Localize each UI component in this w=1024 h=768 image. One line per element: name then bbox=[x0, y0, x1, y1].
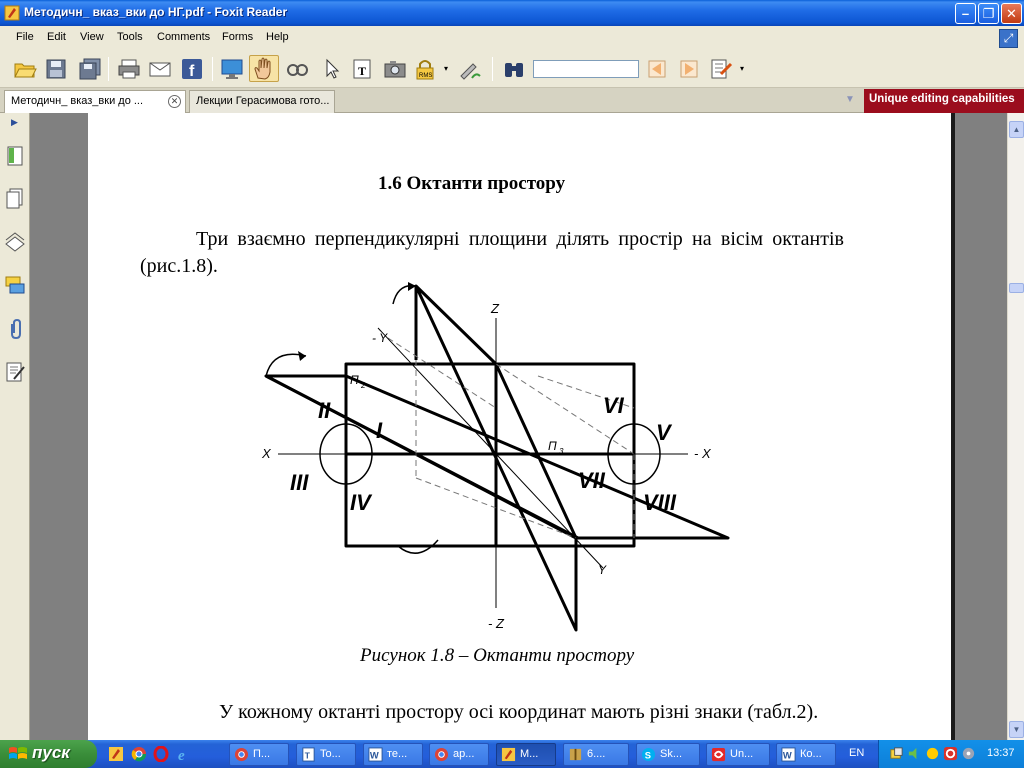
svg-text:S: S bbox=[644, 750, 651, 761]
menu-file[interactable]: File bbox=[16, 31, 34, 43]
title-bar bbox=[0, 0, 1024, 26]
comments-icon[interactable] bbox=[4, 275, 26, 297]
expand-icon[interactable]: ⤢ bbox=[999, 29, 1018, 48]
plane-p3-label: П bbox=[548, 439, 557, 453]
bookmarks-icon[interactable] bbox=[4, 145, 26, 167]
expand-panel-icon[interactable]: ▶ bbox=[11, 117, 18, 127]
tab-lectures[interactable] bbox=[189, 90, 335, 113]
vertical-scrollbar[interactable] bbox=[1007, 113, 1024, 740]
taskbar bbox=[0, 740, 1024, 768]
minus-z-label: - Z bbox=[488, 616, 504, 631]
minimize-button[interactable]: – bbox=[955, 3, 976, 24]
start-label: пуск bbox=[32, 743, 70, 762]
taskbar-item[interactable] bbox=[429, 743, 489, 766]
taskbar-item-label: те... bbox=[387, 748, 408, 760]
attachments-icon[interactable] bbox=[4, 318, 26, 340]
language-indicator[interactable]: EN bbox=[849, 747, 865, 759]
find-next-icon[interactable] bbox=[677, 58, 701, 80]
tab-label: Лекции Герасимова гото... bbox=[196, 95, 330, 107]
clock[interactable]: 13:37 bbox=[987, 747, 1015, 759]
scroll-down-button[interactable]: ▼ bbox=[1009, 721, 1024, 738]
svg-text:e: e bbox=[178, 748, 185, 762]
update-tray-icon[interactable] bbox=[961, 746, 976, 761]
menu-view[interactable]: View bbox=[80, 31, 104, 43]
foxit-red-icon bbox=[711, 747, 726, 762]
taskbar-item[interactable] bbox=[776, 743, 836, 766]
taskbar-item-label: П... bbox=[253, 748, 271, 760]
paragraph-text-2: У кожному октанті простору осі координат мають різні знаки (табл.2). bbox=[219, 701, 819, 723]
taskbar-item-label: 6.... bbox=[587, 748, 606, 760]
taskbar-item[interactable] bbox=[706, 743, 770, 766]
svg-text:f: f bbox=[189, 63, 195, 80]
taskbar-item-label: Ко... bbox=[800, 748, 822, 760]
svg-text:W: W bbox=[782, 750, 792, 761]
octants-figure bbox=[248, 278, 748, 638]
highlight-dropdown-icon[interactable]: ▾ bbox=[740, 64, 745, 73]
toolbar bbox=[0, 50, 1024, 88]
chrome-icon bbox=[234, 747, 249, 762]
volume-tray-icon[interactable] bbox=[907, 746, 922, 761]
window-title: Методичн_ вказ_вки до НГ.pdf - Foxit Reader bbox=[24, 5, 288, 19]
svg-text:T: T bbox=[358, 64, 367, 78]
close-button[interactable]: ✕ bbox=[1001, 3, 1022, 24]
email-icon[interactable] bbox=[148, 58, 172, 80]
system-tray bbox=[878, 740, 1024, 768]
y-label: Y bbox=[598, 563, 607, 577]
open-icon[interactable] bbox=[13, 58, 37, 80]
x-label: X bbox=[262, 446, 271, 461]
save-icon[interactable] bbox=[44, 58, 68, 80]
hand-tool-button[interactable] bbox=[249, 55, 279, 82]
sign-icon[interactable] bbox=[458, 58, 482, 80]
menu-bar bbox=[0, 26, 1024, 50]
minus-y-label: - Y bbox=[372, 331, 388, 345]
tab-methodical[interactable] bbox=[4, 90, 186, 113]
scroll-up-button[interactable]: ▲ bbox=[1009, 121, 1024, 138]
toolbar-separator bbox=[108, 57, 109, 81]
section-heading: 1.6 Октанти простору bbox=[378, 173, 566, 194]
messenger-tray-icon[interactable] bbox=[925, 746, 940, 761]
octant-label: V bbox=[656, 420, 671, 445]
taskbar-item-label: ар... bbox=[453, 748, 475, 760]
octant-label: VII bbox=[578, 468, 605, 493]
find-previous-icon[interactable] bbox=[645, 58, 669, 80]
taskbar-item[interactable] bbox=[636, 743, 700, 766]
plane-p3-subscript: 3 bbox=[559, 447, 564, 456]
fullscreen-icon[interactable] bbox=[220, 58, 244, 80]
taskbar-item-label: Un... bbox=[730, 748, 754, 760]
archive-icon bbox=[568, 747, 583, 762]
select-arrow-icon[interactable] bbox=[320, 58, 344, 80]
typewriter-icon[interactable] bbox=[350, 58, 374, 80]
octant-label: VI bbox=[603, 393, 624, 418]
save-all-icon[interactable] bbox=[78, 58, 102, 80]
word-icon bbox=[781, 747, 796, 762]
menu-edit[interactable]: Edit bbox=[47, 31, 66, 43]
rotation-arrow bbox=[393, 286, 416, 304]
menu-forms[interactable]: Forms bbox=[222, 31, 254, 43]
navigation-panel bbox=[0, 113, 30, 740]
find-binoculars-icon[interactable] bbox=[502, 58, 526, 80]
highlight-icon[interactable] bbox=[709, 58, 733, 80]
taskbar-item[interactable] bbox=[563, 743, 629, 766]
svg-text:T: T bbox=[304, 750, 310, 761]
octant-label: I bbox=[376, 418, 383, 443]
tab-label: Методичн_ вказ_вки до ... bbox=[11, 95, 144, 107]
ie-quicklaunch-icon[interactable] bbox=[176, 746, 192, 762]
svg-text:W: W bbox=[369, 750, 379, 761]
octant-label: VIII bbox=[643, 490, 677, 515]
word-doc-icon bbox=[301, 747, 316, 762]
taskbar-item[interactable] bbox=[229, 743, 289, 766]
opera-quicklaunch-icon[interactable] bbox=[153, 746, 169, 762]
taskbar-item-label: To... bbox=[320, 748, 341, 760]
foxit-icon bbox=[501, 747, 516, 762]
toolbar-separator bbox=[492, 57, 493, 81]
figure-caption: Рисунок 1.8 – Октанти простору bbox=[360, 645, 635, 666]
foxit-app-icon bbox=[4, 5, 20, 21]
windows-flag-icon bbox=[8, 745, 28, 763]
z-label: Z bbox=[491, 301, 499, 316]
arrow-head bbox=[298, 351, 306, 361]
taskbar-item-label: М... bbox=[520, 748, 539, 760]
chrome-icon bbox=[434, 747, 449, 762]
rms-lock-icon[interactable] bbox=[413, 58, 437, 80]
taskbar-item-active[interactable] bbox=[496, 743, 556, 766]
page-shadow bbox=[951, 113, 955, 740]
minus-x-label: - X bbox=[694, 446, 711, 461]
toolbar-separator bbox=[212, 57, 213, 81]
facebook-icon[interactable] bbox=[180, 58, 204, 80]
foxit-quicklaunch-icon[interactable] bbox=[108, 746, 124, 762]
pages-icon[interactable] bbox=[4, 188, 26, 210]
octant-label: II bbox=[318, 398, 331, 423]
find-input[interactable] bbox=[533, 60, 639, 78]
menu-help[interactable]: Help bbox=[266, 31, 289, 43]
document-view[interactable] bbox=[31, 113, 1007, 740]
select-text-icon[interactable] bbox=[285, 58, 309, 80]
hand-tool-icon bbox=[250, 56, 278, 81]
promo-banner[interactable]: Unique editing capabilities bbox=[864, 89, 1024, 113]
skype-icon bbox=[641, 747, 656, 762]
chrome-quicklaunch-icon[interactable] bbox=[131, 746, 147, 762]
pdf-page bbox=[88, 113, 954, 740]
restore-button[interactable]: ❐ bbox=[978, 3, 999, 24]
paragraph-text: Три взаємно перпендикулярні площини ділять простір на вісім октантів (рис.1.8). bbox=[140, 228, 844, 277]
menu-tools[interactable]: Tools bbox=[117, 31, 143, 43]
start-button[interactable] bbox=[0, 740, 97, 768]
horizontal-plane-diagonal bbox=[266, 376, 578, 538]
taskbar-item[interactable] bbox=[363, 743, 423, 766]
taskbar-item[interactable] bbox=[296, 743, 356, 766]
word-icon bbox=[368, 747, 383, 762]
octant-label: IV bbox=[350, 490, 371, 515]
tab-list-dropdown-icon[interactable]: ▼ bbox=[845, 94, 855, 105]
menu-comments[interactable]: Comments bbox=[157, 31, 211, 43]
print-icon[interactable] bbox=[117, 58, 141, 80]
network-tray-icon[interactable] bbox=[889, 746, 904, 761]
snapshot-icon[interactable] bbox=[383, 58, 407, 80]
taskbar-item-label: Sk... bbox=[660, 748, 683, 760]
rms-dropdown-icon[interactable]: ▾ bbox=[444, 64, 449, 73]
antivirus-tray-icon[interactable] bbox=[943, 746, 958, 761]
octant-label: III bbox=[290, 470, 309, 495]
signatures-icon[interactable] bbox=[4, 361, 26, 383]
svg-text:RMS: RMS bbox=[419, 73, 433, 79]
plane-p2-subscript: 2 bbox=[361, 381, 366, 390]
tab-close-icon[interactable]: ✕ bbox=[168, 95, 181, 108]
scroll-thumb[interactable] bbox=[1009, 283, 1024, 293]
layers-icon[interactable] bbox=[4, 231, 26, 253]
plane-p2-label: П bbox=[350, 373, 359, 387]
